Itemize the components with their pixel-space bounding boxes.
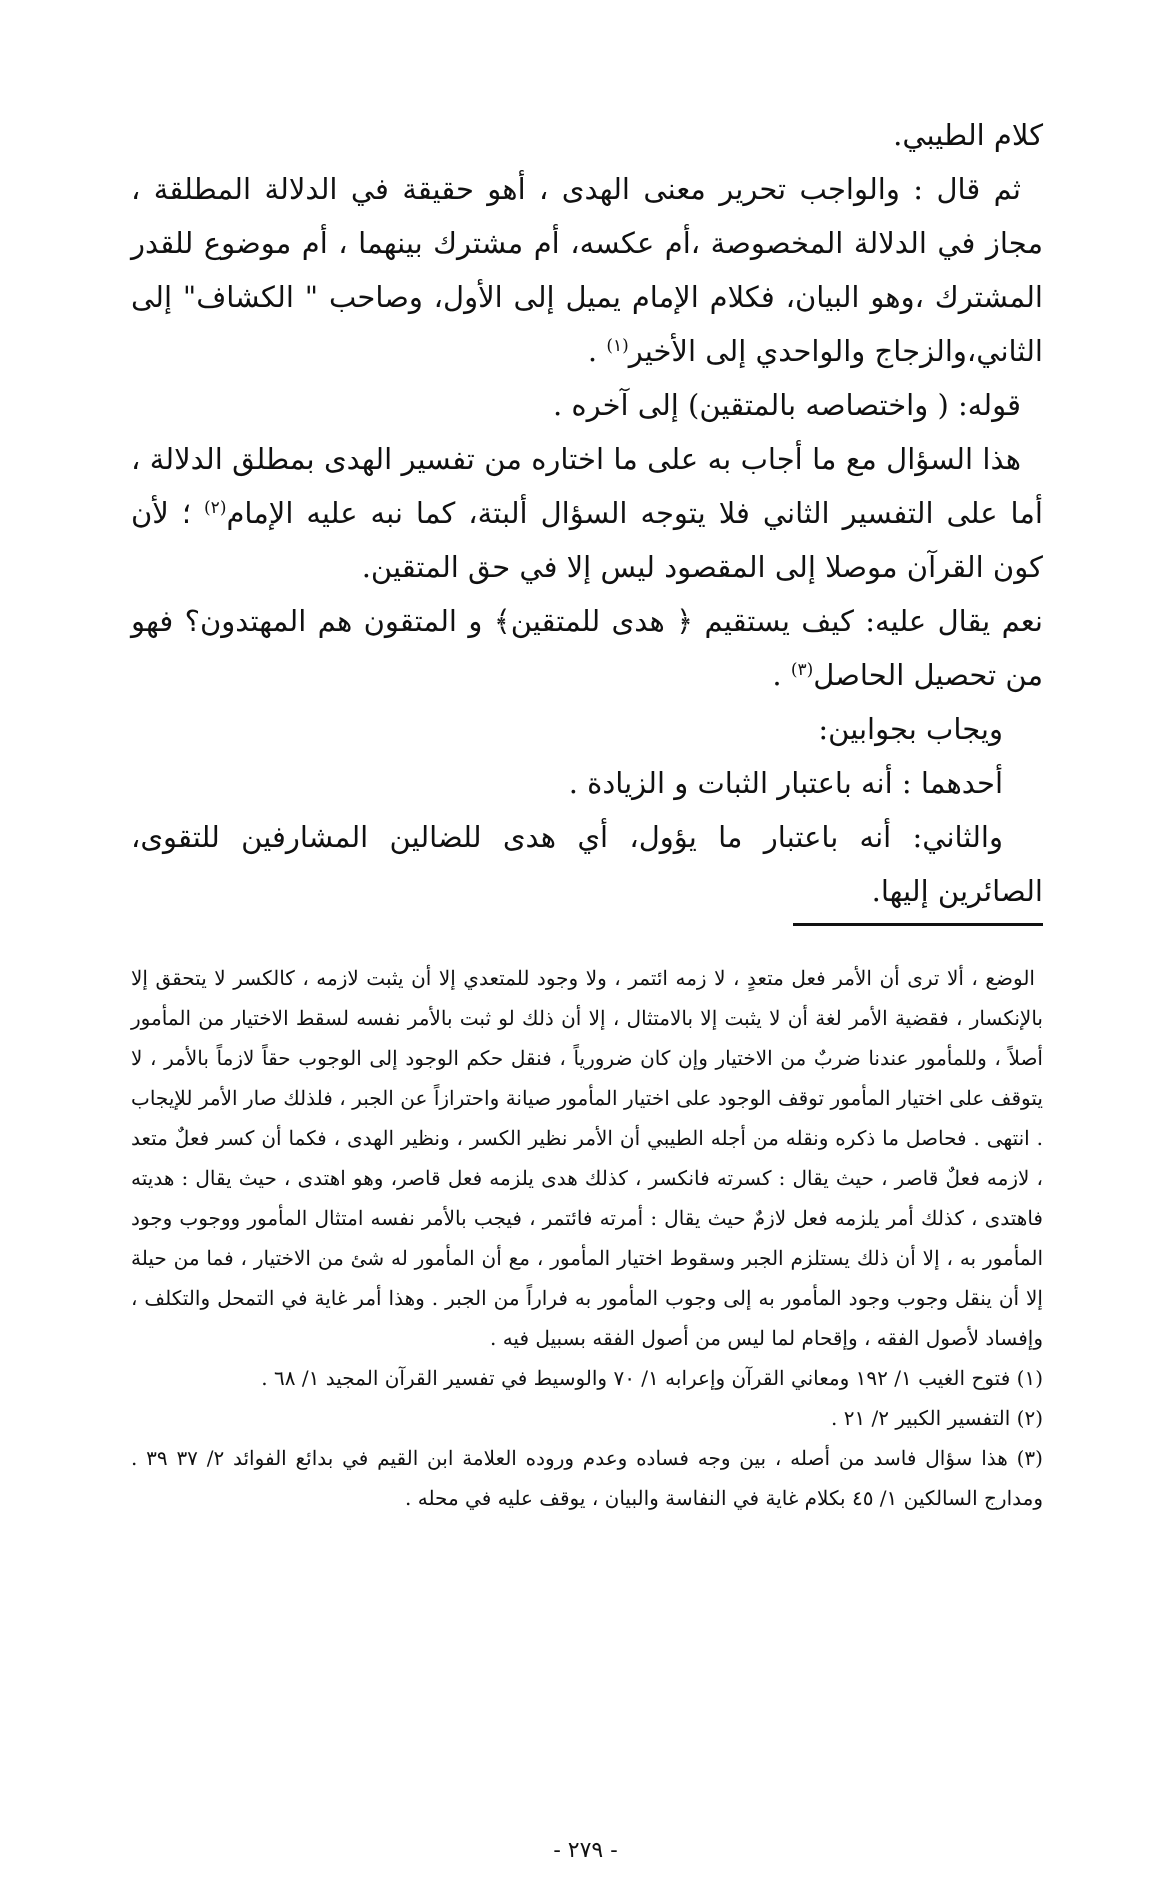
paragraph-4 bbox=[131, 432, 1043, 594]
paragraph-6: ويجاب بجوابين: bbox=[818, 712, 1003, 746]
paragraph-8: والثاني: أنه باعتبار ما يؤول، أي هدى للضالين المشارفين للتقوى، الصائرين إليها. bbox=[131, 820, 1043, 908]
paragraph-2-end: . bbox=[587, 334, 607, 368]
paragraph-5 bbox=[131, 594, 1043, 702]
paragraph-2 bbox=[131, 162, 1043, 378]
paragraph-2-text: ثم قال : والواجب تحرير معنى الهدى ، أهو حقيقة في الدلالة المطلقة ، مجاز في الدلالة المخصوصة ،أم عكسه، أم مشترك بينهما ، أم موضوع للقدر المشترك ،وهو البيان، فكلام الإمام يميل إلى الأول، وصاحب " الكشاف" إلى الثاني،والزجاج والواحدي إلى الأخير bbox=[131, 172, 1043, 368]
footnote-continuation: الوضع ، ألا ترى أن الأمر فعل متعدٍ ، لا زمه ائتمر ، ولا وجود للمتعدي إلا أن يثبت لازمه ، كالكسر لا يتحقق إلا بالإنكسار ، فقضية الأمر لغة أن لا يثبت إلا بالامتثال ، إلا أن ذلك لو ثبت بالأمر نفسه لسقط الاختيار من المأمور أصلاً ، وللمأمور عندنا ضربٌ من الاختيار وإن كان ضرورياً ، فنقل حكم الوجود إلى الوجوب حقاً لازماً بالأمر ، لا يتوقف على اختيار المأمور توقف الوجود على اختيار المأمور صيانة واحترازاً عن الجبر ، فلذلك صار الأمر للإيجاب . انتهى . فحاصل ما ذكره ونقله من أجله الطيبي أن الأمر نظير الكسر ، ونظير الهدى ، فكما أن كسر فعلٌ متعد ، لازمه فعلٌ قاصر ، حيث يقال : كسرته فانكسر ، كذلك هدى يلزمه فعل قاصر، وهو اهتدى ، حيث يقال : هديته فاهتدى ، كذلك أمر يلزمه فعل لازمٌ حيث يقال : أمرته فائتمر ، فيجب بالأمر نفسه امتثال المأمور ووجوب وجود المأمور به ، إلا أن ذلك يستلزم الجبر وسقوط اختيار المأمور ، مع أن المأمور له شئ من الاختيار ، فما من حيلة إلا أن ينقل وجوب وجود المأمور به إلى وجوب المأمور به فراراً من الجبر . وهذا أمر غاية في التمحل والتكلف ، وإفساد لأصول الفقه ، وإقحام لما ليس من أصول الفقه بسبيل فيه . bbox=[131, 966, 1043, 1350]
footnote-3: (٣) هذا سؤال فاسد من أصله ، بين وجه فساده وعدم وروده العلامة ابن القيم في بدائع الفوائد ٢/ ٣٧ ٣٩ . ومدارج السالكين ١/ ٤٥ بكلام غاية في النفاسة والبيان ، يوقف عليه في محله . bbox=[131, 1446, 1043, 1510]
footnote-1: (١) فتوح الغيب ١/ ١٩٢ ومعاني القرآن وإعرابه ١/ ٧٠ والوسيط في تفسير القرآن المجيد ١/ ٦٨ . bbox=[261, 1366, 1043, 1390]
page-number: - ٢٧٩ - bbox=[553, 1838, 618, 1863]
footnote-ref-2: (٢) bbox=[204, 498, 227, 518]
paragraph-3: قوله: ( واختصاصه بالمتقين) إلى آخره . bbox=[552, 388, 1021, 422]
paragraph-4-text-b: ؛ لأن كون القرآن موصلا إلى المقصود ليس إلا في حق المتقين. bbox=[131, 496, 1043, 584]
paragraph-1: كلام الطيبي. bbox=[893, 118, 1043, 152]
paragraph-5-text: نعم يقال عليه: كيف يستقيم ﴿ هدى للمتقين﴾ و المتقون هم المهتدون؟ فهو من تحصيل الحاصل bbox=[131, 604, 1043, 692]
footnotes bbox=[131, 958, 1043, 1518]
paragraph-5-end: . bbox=[772, 658, 791, 692]
paragraph-4-text-a: هذا السؤال مع ما أجاب به على ما اختاره من تفسير الهدى بمطلق الدلالة ، أما على التفسير الثاني فلا يتوجه السؤال ألبتة، كما نبه عليه الإمام bbox=[131, 442, 1043, 530]
footnote-separator bbox=[793, 923, 1043, 926]
footnote-ref-1: (١) bbox=[606, 336, 629, 356]
footnote-ref-3: (٣) bbox=[790, 660, 814, 680]
paragraph-7: أحدهما : أنه باعتبار الثبات و الزيادة . bbox=[568, 766, 1003, 800]
footnote-2: (٢) التفسير الكبير ٢/ ٢١ . bbox=[830, 1406, 1043, 1430]
main-text bbox=[131, 108, 1043, 918]
